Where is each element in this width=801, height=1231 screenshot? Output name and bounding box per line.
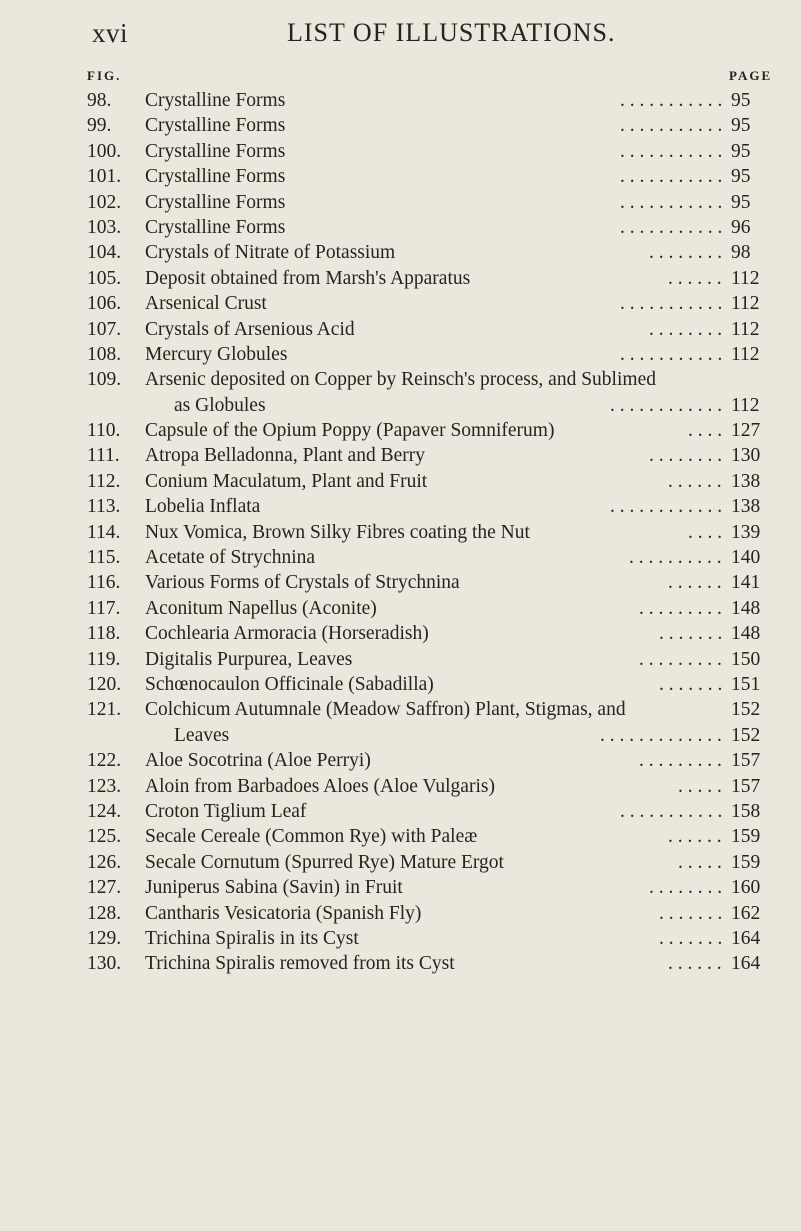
figure-title: Deposit obtained from Marsh's Apparatus: [145, 267, 471, 289]
page-reference: 112: [731, 293, 760, 315]
figure-title: Cantharis Vesicatoria (Spanish Fly): [145, 902, 422, 924]
figure-title: Crystals of Nitrate of Potassium: [145, 242, 396, 264]
page-reference: 112: [731, 318, 760, 340]
figure-number: 125.: [87, 826, 122, 848]
list-item: [0, 748, 801, 773]
list-item: [0, 901, 801, 926]
figure-title: as Globules: [174, 394, 266, 416]
figure-title: Colchicum Autumnale (Meadow Saffron) Plant, Stigmas, and: [145, 699, 626, 721]
figure-number: 123.: [87, 775, 122, 797]
figure-number: 99.: [87, 115, 112, 137]
figure-number: 103.: [87, 216, 122, 238]
page-reference: 95: [731, 140, 751, 162]
list-item: [0, 418, 801, 443]
figure-number: 100.: [87, 140, 122, 162]
list-item: [0, 647, 801, 672]
page-number: xvi: [92, 18, 129, 48]
dot-leader: . . . . . .: [668, 470, 722, 492]
dot-leader: . . . .: [688, 420, 723, 442]
dot-leader: . . . . . . . . . . .: [620, 191, 723, 213]
list-item: [0, 342, 801, 367]
page-reference: 112: [731, 394, 760, 416]
figure-title: Aconitum Napellus (Aconite): [145, 597, 377, 619]
figure-title: Schœnocaulon Officinale (Sabadilla): [145, 673, 434, 695]
figure-title: Acetate of Strychnina: [145, 547, 316, 569]
page-reference: 95: [731, 166, 751, 188]
figure-title: Juniperus Sabina (Savin) in Fruit: [145, 877, 403, 899]
figure-number: 121.: [87, 699, 122, 721]
figure-number: 115.: [87, 547, 121, 569]
figure-number: 107.: [87, 318, 122, 340]
figure-title: Capsule of the Opium Poppy (Papaver Somniferum): [145, 420, 555, 442]
list-item: [0, 951, 801, 976]
figure-title: Crystalline Forms: [145, 191, 286, 213]
figure-title: Aloe Socotrina (Aloe Perryi): [145, 750, 371, 772]
list-item: [0, 494, 801, 519]
list-item: [0, 190, 801, 215]
figure-number: 105.: [87, 267, 122, 289]
dot-leader: . . . . . . . .: [649, 877, 723, 899]
figure-title: Crystalline Forms: [145, 115, 286, 137]
dot-leader: . . . . . . . . . . .: [620, 140, 723, 162]
list-item: [0, 164, 801, 189]
dot-leader: . . . . . . . .: [649, 445, 723, 467]
figure-title: Crystalline Forms: [145, 216, 286, 238]
dot-leader: . . . . . .: [668, 953, 722, 975]
dot-leader: . . . . . . . . . . .: [620, 90, 723, 111]
dot-leader: . . . . . .: [668, 572, 722, 594]
dot-leader: . . . . . . . . .: [639, 597, 722, 619]
page-reference: 138: [731, 470, 761, 492]
figure-title: Conium Maculatum, Plant and Fruit: [145, 470, 428, 492]
figure-number: 119.: [87, 648, 121, 670]
page-reference: 162: [731, 902, 761, 924]
figure-number: 114.: [87, 521, 121, 543]
dot-leader: . . . . . . . . . . .: [620, 216, 723, 238]
page-reference: 140: [731, 547, 761, 569]
dot-leader: . . . . .: [678, 775, 722, 797]
figure-title: Lobelia Inflata: [145, 496, 261, 518]
figure-number: 112.: [87, 470, 121, 492]
figure-title: Various Forms of Crystals of Strychnina: [145, 572, 460, 594]
page-reference: 112: [731, 343, 760, 365]
page-reference: 151: [731, 673, 761, 695]
list-item: [0, 875, 801, 900]
list-item: [0, 113, 801, 138]
figure-title: Digitalis Purpurea, Leaves: [145, 648, 353, 670]
figure-title: Crystals of Arsenious Acid: [145, 318, 355, 340]
list-item: [0, 723, 801, 748]
figure-title: Croton Tiglium Leaf: [145, 800, 307, 822]
figure-number: 117.: [87, 597, 121, 619]
dot-leader: . . . . . . . . . . .: [620, 343, 723, 365]
page-reference: 139: [731, 521, 761, 543]
list-item: [0, 469, 801, 494]
page-reference: 95: [731, 115, 751, 137]
list-item: [0, 926, 801, 951]
dot-leader: . . . . .: [678, 851, 722, 873]
dot-leader: . . . . . . . . . . .: [620, 115, 723, 137]
dot-leader: . . . . . . . . . . .: [620, 293, 723, 315]
running-title: LIST OF ILLUSTRATIONS.: [287, 18, 616, 47]
list-item: [0, 215, 801, 240]
page-reference: 95: [731, 90, 751, 111]
list-item: [0, 672, 801, 697]
page-reference: 127: [731, 420, 761, 442]
figure-title: Arsenical Crust: [145, 293, 267, 315]
figure-title: Secale Cornutum (Spurred Rye) Mature Ergot: [145, 851, 504, 873]
figure-number: 113.: [87, 496, 121, 518]
list-item: [0, 291, 801, 316]
figure-number: 126.: [87, 851, 122, 873]
page-reference: 112: [731, 267, 760, 289]
dot-leader: . . . . . . . . .: [639, 750, 722, 772]
list-item: [0, 774, 801, 799]
page-reference: 157: [731, 775, 761, 797]
figure-number: 111.: [87, 445, 120, 467]
dot-leader: . . . . . .: [668, 267, 722, 289]
figure-number: 109.: [87, 369, 122, 391]
figure-title: Leaves: [174, 724, 230, 746]
dot-leader: . . . . . . . . . .: [629, 547, 722, 569]
page-column-header: PAGE: [729, 68, 773, 83]
list-item: [0, 799, 801, 824]
list-item: [0, 367, 801, 392]
list-item: [0, 139, 801, 164]
figure-title: Cochlearia Armoracia (Horseradish): [145, 623, 429, 645]
figure-title: Nux Vomica, Brown Silky Fibres coating the Nut: [145, 521, 530, 543]
list-item: [0, 393, 801, 418]
page-reference: 150: [731, 648, 761, 670]
list-item: [0, 824, 801, 849]
illustration-list: [0, 88, 801, 977]
figure-number: 108.: [87, 343, 122, 365]
figure-title: Trichina Spiralis in its Cyst: [145, 927, 359, 949]
dot-leader: . . . . . . . . . . .: [620, 166, 723, 188]
page-reference: 159: [731, 826, 761, 848]
dot-leader: . . . . . . .: [659, 902, 723, 924]
list-item: [0, 570, 801, 595]
dot-leader: . . . . . .: [668, 826, 722, 848]
page-header: [0, 18, 801, 58]
figure-number: 102.: [87, 191, 122, 213]
page-reference: 141: [731, 572, 761, 594]
fig-column-header: FIG.: [87, 68, 122, 83]
page-reference: 138: [731, 496, 761, 518]
list-item: [0, 545, 801, 570]
dot-leader: . . . . . . . .: [649, 318, 723, 340]
figure-title: Aloin from Barbadoes Aloes (Aloe Vulgaris): [145, 775, 495, 797]
figure-number: 120.: [87, 673, 122, 695]
dot-leader: . . . . . . .: [659, 673, 723, 695]
list-item: [0, 621, 801, 646]
list-item: [0, 850, 801, 875]
page-reference: 164: [731, 953, 761, 975]
dot-leader: . . . . . . .: [659, 927, 723, 949]
figure-number: 129.: [87, 927, 122, 949]
dot-leader: . . . . . . .: [659, 623, 723, 645]
page-reference: 152: [731, 724, 761, 746]
list-item: [0, 697, 801, 722]
dot-leader: . . . .: [688, 521, 723, 543]
figure-number: 104.: [87, 242, 122, 264]
page-reference: 130: [731, 445, 761, 467]
figure-title: Atropa Belladonna, Plant and Berry: [145, 445, 425, 467]
page-reference: 152: [731, 699, 761, 721]
page-reference: 96: [731, 216, 751, 238]
list-item: [0, 240, 801, 265]
dot-leader: . . . . . . . . .: [639, 648, 722, 670]
list-item: [0, 88, 801, 113]
page-reference: 160: [731, 877, 761, 899]
page-reference: 158: [731, 800, 761, 822]
figure-title: Trichina Spiralis removed from its Cyst: [145, 953, 455, 975]
dot-leader: . . . . . . . . . . . .: [610, 496, 723, 518]
list-item: [0, 596, 801, 621]
figure-number: 124.: [87, 800, 122, 822]
page-reference: 95: [731, 191, 751, 213]
list-item: [0, 443, 801, 468]
figure-title: Crystalline Forms: [145, 90, 286, 111]
figure-number: 128.: [87, 902, 122, 924]
dot-leader: . . . . . . . .: [649, 242, 723, 264]
dot-leader: . . . . . . . . . . . . .: [600, 724, 722, 746]
figure-number: 106.: [87, 293, 122, 315]
figure-number: 118.: [87, 623, 121, 645]
figure-number: 101.: [87, 166, 122, 188]
list-item: [0, 317, 801, 342]
figure-number: 116.: [87, 572, 121, 594]
figure-number: 127.: [87, 877, 122, 899]
page-reference: 148: [731, 623, 761, 645]
figure-title: Arsenic deposited on Copper by Reinsch's process, and Sublimed: [145, 369, 656, 391]
page-reference: 164: [731, 927, 761, 949]
figure-title: Crystalline Forms: [145, 166, 286, 188]
list-item: [0, 266, 801, 291]
figure-title: Mercury Globules: [145, 343, 288, 365]
figure-number: 110.: [87, 420, 121, 442]
page-reference: 98: [731, 242, 751, 264]
dot-leader: . . . . . . . . . . .: [620, 800, 723, 822]
list-item: [0, 520, 801, 545]
page-reference: 157: [731, 750, 761, 772]
figure-number: 98.: [87, 90, 112, 111]
page-reference: 159: [731, 851, 761, 873]
figure-number: 130.: [87, 953, 122, 975]
figure-title: Secale Cereale (Common Rye) with Paleæ: [145, 826, 478, 848]
figure-number: 122.: [87, 750, 122, 772]
dot-leader: . . . . . . . . . . . .: [610, 394, 723, 416]
figure-title: Crystalline Forms: [145, 140, 286, 162]
page-reference: 148: [731, 597, 761, 619]
